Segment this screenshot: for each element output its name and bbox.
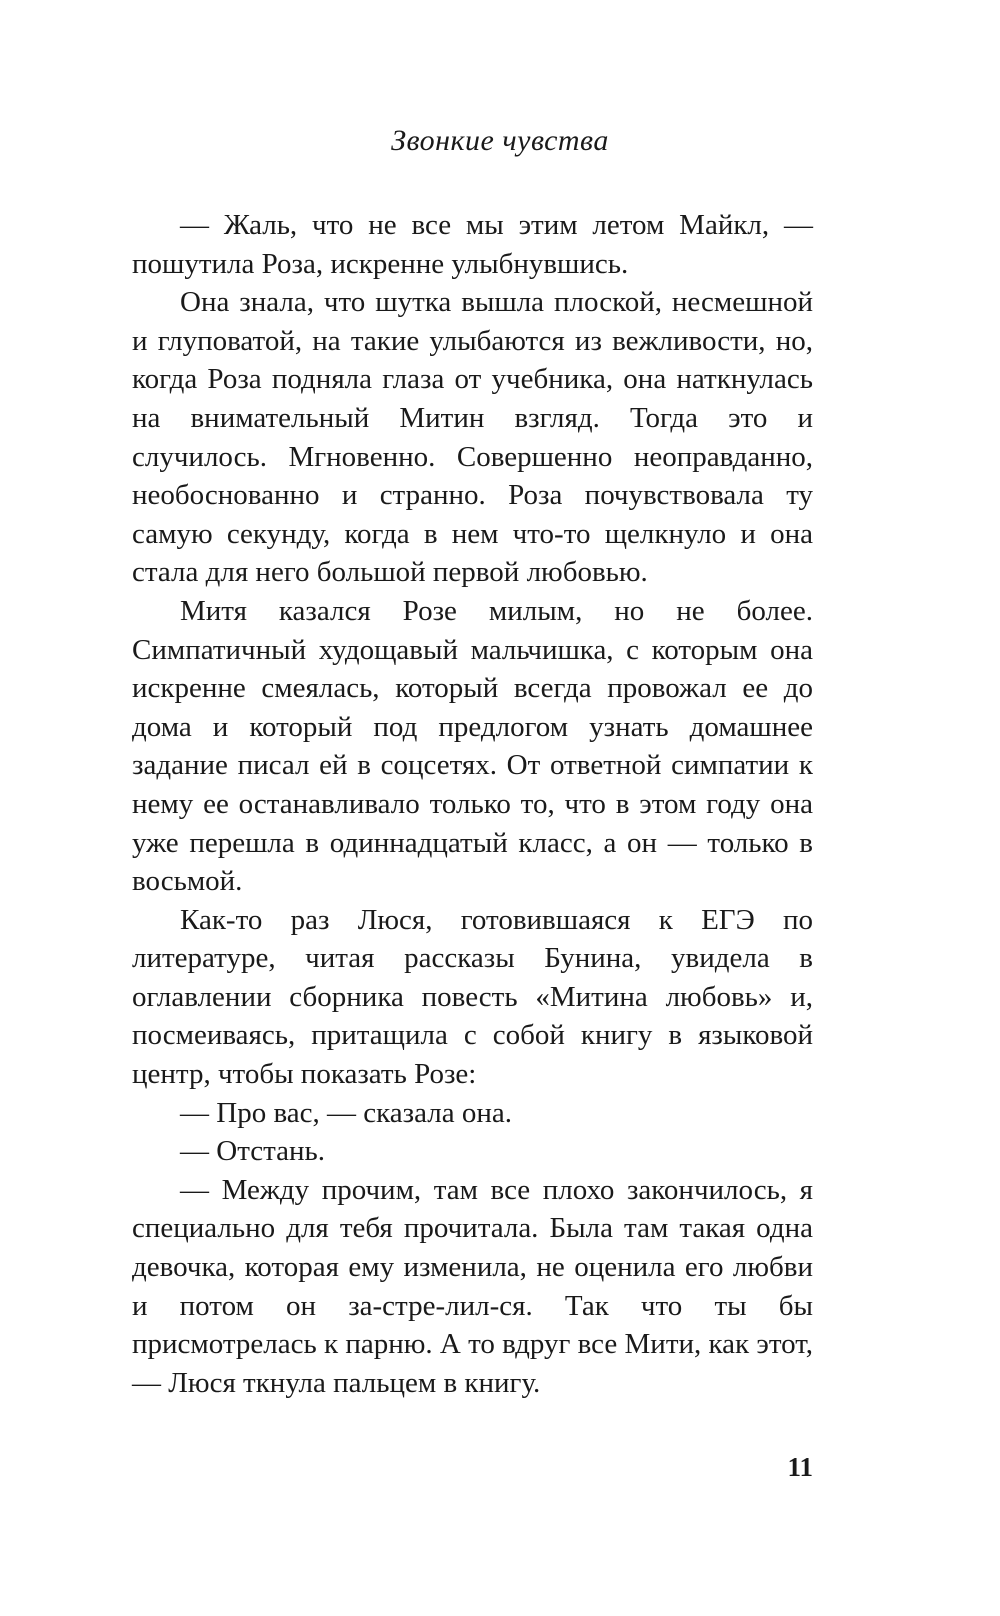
paragraph: — Про вас, — сказала она. [180, 1096, 512, 1129]
paragraph: Митя казался Розе милым, но не более. Симпатичный худощавый мальчишка, с которым она искренне смеялась, который всегда провожал ее до дома и который под предлогом узнать домашнее задание писал ей в соцсетях. От ответной симпатии к нему ее останавливало только то, что в этом году она уже перешла в одиннадцатый класс, а он — только в восьмой. [132, 594, 813, 898]
paragraph: — Жаль, что не все мы этим летом Майкл, — пошутила Роза, искренне улыбнувшись. [132, 209, 813, 280]
paragraph: — Отстань. [180, 1135, 325, 1168]
paragraph: Как-то раз Люся, готовившаяся к ЕГЭ по литературе, читая рассказы Бунина, увидела в оглавлении сборника повесть «Митина любовь» и, посмеиваясь, притащила с собой книгу в языковой центр, чтобы показать Розе: [132, 903, 813, 1091]
paragraph: — Между прочим, там все плохо закончилось, я специально для тебя прочитала. Была там такая одна девочка, которая ему изменила, не оценила его любви и потом он за-стре-лил-ся. Так что ты бы присмотрелась к парню. А то вдруг все Мити, как этот, — Люся ткнула пальцем в книгу. [132, 1173, 813, 1399]
paragraph: Она знала, что шутка вышла плоской, несмешной и глуповатой, на такие улыбаются из вежливости, но, когда Роза подняла глаза от учебника, она наткнулась на внимательный Митин взгляд. Тогда это и случилось. Мгновенно. Совершенно неоправданно, необоснованно и странно. Роза почувствовала ту самую секунду, когда в нем что-то щелкнуло и она стала для него большой первой любовью. [132, 286, 813, 589]
body-text [132, 206, 813, 1402]
page-number: 11 [787, 1452, 813, 1482]
running-head: Звонкие чувства [391, 124, 609, 157]
